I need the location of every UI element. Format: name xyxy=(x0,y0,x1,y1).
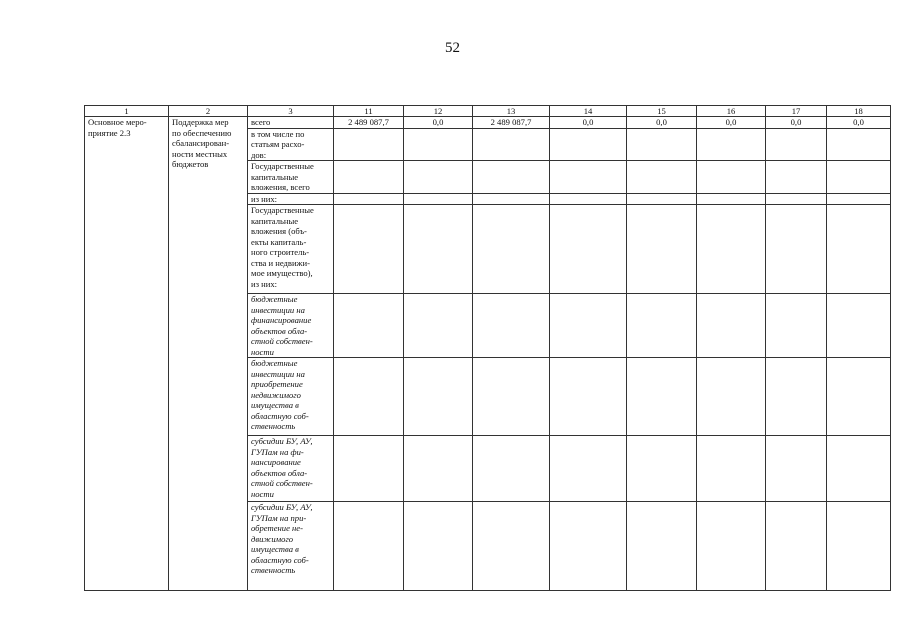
value-cell: 2 489 087,7 xyxy=(334,117,404,129)
value-cell xyxy=(404,502,473,591)
header-cell: 18 xyxy=(827,106,891,117)
expense-category-cell-line: ства и недвижи- xyxy=(251,257,310,268)
expense-category-cell-line: вложения (объ- xyxy=(251,226,307,236)
expense-category-cell xyxy=(248,117,334,129)
measure-description-cell-line: бюджетов xyxy=(172,159,209,169)
expense-category-cell-line: недвижимого xyxy=(251,389,301,400)
value-cell xyxy=(766,436,827,502)
value-cell xyxy=(697,161,766,194)
value-cell xyxy=(404,294,473,358)
expense-category-cell-line: объектов обла- xyxy=(251,325,308,336)
value-cell xyxy=(404,193,473,205)
value-cell xyxy=(550,205,627,294)
value-cell xyxy=(473,161,550,194)
value-cell xyxy=(550,436,627,502)
expense-category-cell-line: дов: xyxy=(251,149,267,160)
value-cell xyxy=(627,502,697,591)
expense-category-cell-line: нансирование xyxy=(251,457,301,467)
value-cell xyxy=(827,161,891,194)
expense-category-cell-line: имущества в xyxy=(251,400,299,410)
expense-category-cell-line: бюджетные xyxy=(251,358,298,368)
value-cell xyxy=(766,161,827,194)
value-cell xyxy=(827,436,891,502)
value-cell xyxy=(334,436,404,502)
expense-category-cell-line: Государственные xyxy=(251,161,314,171)
value-cell xyxy=(473,358,550,436)
value-cell xyxy=(697,205,766,294)
value-cell xyxy=(827,205,891,294)
measure-name-cell-line: Основное меро- xyxy=(88,117,147,127)
value-cell xyxy=(627,294,697,358)
value-cell xyxy=(550,128,627,161)
expense-category-cell xyxy=(248,205,334,294)
value-cell xyxy=(550,193,627,205)
value-cell xyxy=(404,205,473,294)
value-cell xyxy=(627,128,697,161)
value-cell xyxy=(334,294,404,358)
header-cell: 3 xyxy=(248,106,334,117)
expense-category-cell xyxy=(248,502,334,591)
expense-category-cell-line: стной собствен- xyxy=(251,336,313,346)
expense-category-cell xyxy=(248,294,334,358)
value-cell xyxy=(550,358,627,436)
page-number: 52 xyxy=(445,40,460,56)
value-cell xyxy=(404,436,473,502)
expense-category-cell-line: Государственные xyxy=(251,205,314,215)
expense-category-cell-line: ственность xyxy=(251,565,296,575)
expense-category-cell-line: объектов обла- xyxy=(251,467,308,478)
value-cell xyxy=(334,205,404,294)
expense-category-cell-line: ности xyxy=(251,346,274,357)
value-cell xyxy=(827,128,891,161)
header-cell: 11 xyxy=(334,106,404,117)
measure-description-cell-line: ности местных xyxy=(172,148,228,159)
value-cell xyxy=(766,294,827,358)
value-cell xyxy=(473,502,550,591)
value-cell xyxy=(766,128,827,161)
value-cell xyxy=(697,128,766,161)
expense-category-cell-line: приобретение xyxy=(251,379,303,389)
value-cell xyxy=(404,161,473,194)
measure-description-cell-line: по обеспечению xyxy=(172,127,232,138)
budget-table xyxy=(84,105,891,591)
value-cell xyxy=(404,358,473,436)
expense-category-cell-line: статьям расхо- xyxy=(251,139,305,149)
value-cell xyxy=(550,161,627,194)
header-cell: 17 xyxy=(766,106,827,117)
value-cell xyxy=(697,436,766,502)
expense-category-cell-line: инвестиции на xyxy=(251,304,305,315)
value-cell: 0,0 xyxy=(550,117,627,129)
header-cell: 12 xyxy=(404,106,473,117)
value-cell xyxy=(827,294,891,358)
value-cell xyxy=(627,205,697,294)
value-cell xyxy=(697,358,766,436)
header-row xyxy=(85,106,891,117)
expense-category-cell-line: капитальные xyxy=(251,215,299,226)
value-cell xyxy=(550,502,627,591)
value-cell xyxy=(473,436,550,502)
expense-category-cell-line: областную соб- xyxy=(251,410,309,421)
header-cell: 15 xyxy=(627,106,697,117)
value-cell xyxy=(627,193,697,205)
header-cell: 2 xyxy=(169,106,248,117)
value-cell xyxy=(627,436,697,502)
expense-category-cell-line: из них: xyxy=(251,193,278,204)
expense-category-cell-line: бюджетные xyxy=(251,294,298,304)
value-cell xyxy=(334,128,404,161)
value-cell xyxy=(334,502,404,591)
value-cell xyxy=(627,358,697,436)
expense-category-cell-line: всего xyxy=(251,117,271,127)
value-cell xyxy=(697,502,766,591)
value-cell: 0,0 xyxy=(404,117,473,129)
value-cell: 0,0 xyxy=(697,117,766,129)
value-cell xyxy=(766,205,827,294)
expense-category-cell-line: мое имущество), xyxy=(251,268,313,278)
value-cell xyxy=(334,358,404,436)
value-cell: 2 489 087,7 xyxy=(473,117,550,129)
expense-category-cell-line: ности xyxy=(251,488,274,499)
expense-category-cell-line: ГУПам на при- xyxy=(251,512,307,523)
value-cell xyxy=(473,128,550,161)
value-cell xyxy=(827,193,891,205)
value-cell xyxy=(827,358,891,436)
header-cell: 13 xyxy=(473,106,550,117)
measure-description-cell-line: сбалансирован- xyxy=(172,138,230,148)
expense-category-cell-line: ГУПам на фи- xyxy=(251,446,304,457)
expense-category-cell xyxy=(248,436,334,502)
value-cell xyxy=(697,193,766,205)
expense-category-cell-line: екты капиталь- xyxy=(251,236,307,247)
expense-category-cell-line: ного строитель- xyxy=(251,247,310,257)
expense-category-cell-line: инвестиции на xyxy=(251,368,305,379)
value-cell xyxy=(827,502,891,591)
header-cell: 1 xyxy=(85,106,169,117)
value-cell xyxy=(766,358,827,436)
value-cell xyxy=(766,193,827,205)
value-cell xyxy=(473,205,550,294)
expense-category-cell-line: из них: xyxy=(251,278,278,289)
header-cell: 14 xyxy=(550,106,627,117)
expense-category-cell-line: стной собствен- xyxy=(251,478,313,488)
expense-category-cell-line: областную соб- xyxy=(251,554,309,565)
expense-category-cell-line: ственность xyxy=(251,421,296,431)
value-cell xyxy=(473,294,550,358)
value-cell xyxy=(334,161,404,194)
expense-category-cell-line: в том числе по xyxy=(251,128,305,139)
value-cell: 0,0 xyxy=(627,117,697,129)
expense-category-cell xyxy=(248,128,334,161)
value-cell: 0,0 xyxy=(766,117,827,129)
value-cell xyxy=(404,128,473,161)
measure-description-cell xyxy=(169,117,248,591)
expense-category-cell xyxy=(248,358,334,436)
table-row xyxy=(85,117,891,129)
expense-category-cell xyxy=(248,193,334,205)
value-cell xyxy=(697,294,766,358)
value-cell xyxy=(550,294,627,358)
header-cell: 16 xyxy=(697,106,766,117)
value-cell xyxy=(334,193,404,205)
measure-description-cell-line: Поддержка мер xyxy=(172,117,229,127)
expense-category-cell-line: имущества в xyxy=(251,544,299,554)
expense-category-cell-line: субсидии БУ, АУ, xyxy=(251,502,313,512)
value-cell: 0,0 xyxy=(827,117,891,129)
measure-name-cell xyxy=(85,117,169,591)
expense-category-cell-line: капитальные xyxy=(251,171,299,182)
expense-category-cell-line: субсидии БУ, АУ, xyxy=(251,436,313,446)
expense-category-cell-line: вложения, всего xyxy=(251,182,310,192)
expense-category-cell-line: обретение не- xyxy=(251,523,303,533)
value-cell xyxy=(766,502,827,591)
measure-name-cell-line: приятие 2.3 xyxy=(88,127,131,138)
expense-category-cell-line: финансирование xyxy=(251,315,312,325)
value-cell xyxy=(627,161,697,194)
expense-category-cell xyxy=(248,161,334,194)
value-cell xyxy=(473,193,550,205)
expense-category-cell-line: движимого xyxy=(251,533,294,544)
